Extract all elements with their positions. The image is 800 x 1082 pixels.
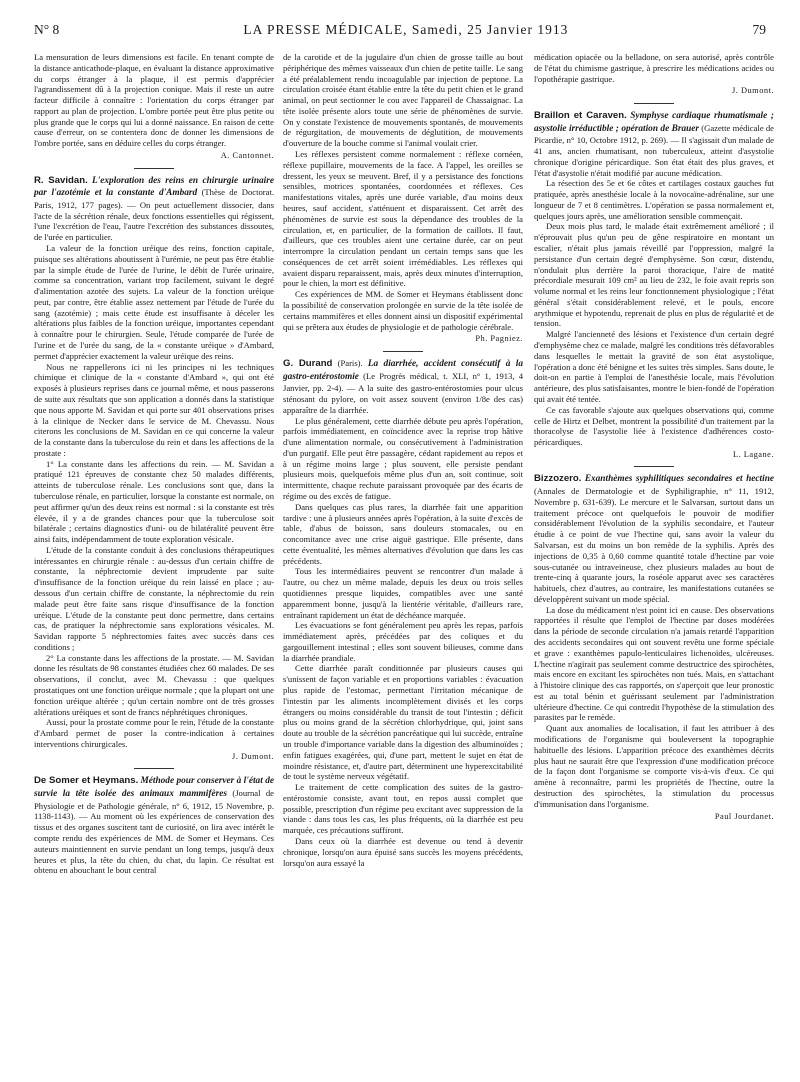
paragraph: 1° La constante dans les affections du rein. — M. Savidan a pratiqué 121 épreuves de constante chez 50 malades différents, atteints de tuberculose rénale. Les conclusions sont que, dans la tuberculose rénale, en particulier, lorsque la constante est normale, on peut affirmer qu'un des deux reins est normal : si la constante est très élevée, il y a de grandes chances pour que la tuberculose soit bilatérale ; certains diagnostics d'uni- ou de bilatéralité peuvent être ainsi faits, indépendamment de toute exploration vésicale. — [34, 458, 274, 545]
paragraph: Cette diarrhée paraît conditionnée par plusieurs causes qui s'unissent de façon variable et en proportions variables : évacuation plus rapide de l'estomac, permettant l'irritation mécanique de l'intestin par les aliments incomplètement divisés et les corps étrangers ou moins considérable du transit de tout l'intestin ; déficit plus ou moins grand de la sécrétion chlorhydrique, qui, joint sans doute au trouble de la sécrétion pancréatique qui lui succède, entraîne un trouble d'importance variable dans la digestion des albuminoïdes ; enfin fatigues exagérées, qui, d'une part, mettent le sujet en état de moindre résistance, et, d'autre part, déterminent une hyperexcitabilité de tout le système nerveux végétatif. — [283, 663, 523, 782]
paragraph: Ces expériences de MM. de Somer et Heymans établissent donc la possibilité de conservation prolongée en survie de la tête isolée de certains mammifères et elles donnent ainsi un dispositif expérimental qui se prêtera aux études de physiologie et de pathologie cérébrale. — [283, 289, 523, 332]
divider — [634, 466, 674, 467]
paragraph: Deux mois plus tard, le malade était extrêmement amélioré ; il n'éprouvait plus qu'un peu de gêne respiratoire en montant un escalier, n'était plus jamais réveillé par l'oppression, malgré la persistance d'un certain degré d'emphysème. Son cœur, distendu, n'ondulait plus derrière la paroi thoracique, l'aire de matité précordiale mesurait 109 cm² au lieu de 232, le foie avait repris son volume normal et les reins leur fonctionnement physiologique ; l'état général s'était considérablement relevé, et le pouls, encore arythmique et hypotendu, reprenait de plus en plus de régularité et de tension. — [534, 221, 774, 329]
signature: J. Dumont. — [232, 751, 274, 761]
article-reference: (Thèse de Doctorat. Paris, 1912, 177 pages). — On peut actuellement dissocier, dans l'acte de la sécrétion rénale, deux fonctions essentielles qui régissent, l'une l'excrétion de l'eau, l'autre l'excrétion des substances dissoutes, de l'urée en particulier. — [34, 187, 274, 243]
divider — [134, 768, 174, 769]
paragraph: Le plus généralement, cette diarrhée débute peu après l'opération, parfois immédiatement, en coïncidence avec la reprise trop hâtive d'une alimentation normale, ou consécutivement à l'administration d'un purgatif. Elle peut être passagère, cédant rapidement au repos et à un régime moins large ; plus souvent, elle persiste pendant plusieurs mois, quelquefois même plus d'un an, soit continue, soit intermittente, chaque rechute paraissant provoquée par des écarts de régime ou des excès de fatigue. — [283, 415, 523, 501]
paragraph: Dans ceux où la diarrhée est devenue ou tend à devenir chronique, lorsqu'on aura épuisé sans succès les moyens précédents, lorsqu'on aura essayé la — [283, 835, 523, 868]
column-1 — [34, 52, 274, 876]
article-author: Bizzozero. — [534, 473, 582, 485]
column-3 — [534, 52, 774, 828]
paragraph: L'étude de la constante conduit à des conclusions thérapeutiques intéressantes en chirurgie rénale : au-dessus d'un certain chiffre de constante, la néphrectomie devient imprudente par suite d'insuffisance de la fonction uréique du rein laissé en place ; au-dessous d'un certain chiffre de constante, la néphrectomie du rein malade peut être faite sans risque d'insuffisance de la fonction uréique. L'étude de la constante peut donc permettre, dans certains cas, de pratiquer la néphrectomie sans explorations vésicales. M. Savidan rapporte 5 néphrectomies faites avec succès dans ces conditions ; — [34, 544, 274, 652]
paragraph: La dose du médicament n'est point ici en cause. Des observations rapportées il résulte que l'emploi de l'hectine par doses modérées dans la période de seconde circulation n'a jamais retardé l'apparition des accidents secondaires qui ont souvent revêtu une forme spéciale et grave : exanthèmes papulo-lenticulaires lichenoïdes, ulcéreuses. L'hectine n'agirait pas seulement comme destructrice des spirochètes, mais encore en excitant les spirochètes non tués. Mais, en s'attachant à l'histoire clinique des cas rapportés, on s'aperçoit que leur pronostic est au total bénin et guérissant seulement par l'administration ultérieure d'hectine. Ce qui contredit l'hypothèse de la stimulation des parasites par le remède. — [534, 604, 774, 723]
paragraph: Aussi, pour la prostate comme pour le rein, l'étude de la constante d'Ambard permet de poser la contre-indication à certaines interventions chirurgicales. — [34, 717, 274, 749]
divider — [634, 103, 674, 104]
paragraph: Tous les intermédiaires peuvent se rencontrer d'un malade à l'autre, ou chez un même malade, depuis les deux ou trois selles quotidiennes presque liquides, compatibles avec une santé apparemment bonne, jusqu'à la lientérie véritable, d'ailleurs rare, entraînant rapidement un état de déchéance marquée. — [283, 566, 523, 620]
article-title: Exanthèmes syphilitiques secondaires et hectine — [584, 474, 775, 485]
article-heading — [283, 358, 523, 416]
article-author: Braillon et Caraven. — [534, 109, 627, 121]
paragraph: Nous ne rappellerons ici ni les principes ni les techniques chimique et clinique de la « constante d'Ambard », qui ont été exposés à plusieurs reprises dans ce journal même, et nous passerons de suite aux résultats que son application a donnés dans la statistique que nous apporte M. Savidan et qui porte sur 401 observations prises à la clinique de Necker dans le service de M. Chevassu. Nous citerons les conclusions de M. Savidan en ce qui concerne la valeur de la constante dans la tuberculose du rein et dans les affections de la prostate : — [34, 361, 274, 458]
paragraph: Les réflexes persistent comme normalement : réflexe cornéen, réflexe pupillaire, mouvements de la face. A l'appel, les oreilles se dressent, les yeux se meuvent. Bref, il y a persistance des fonctions sensibles, motrices spontanées, coordonnées et réflexes. Ces manifestations vitales, après une durée variable, d'au moins deux heures, sauf accident, s'atténuent et disparaissent. Cet arrêt des phénomènes de survie est sous la dépendance des troubles de la circulation, et, en particulier, de la formation de caillots. Il faut, d'ailleurs, que ces troubles aient une certaine durée, car on peut interrompre la circulation pendant un certain temps sans que les conséquences de cet arrêt soient irrémédiables. Les réflexes qui avaient disparu reparaissent, mais, après deux minutes d'interruption, pour le chien, la mort est définitive. — [283, 149, 523, 289]
article-heading — [534, 110, 774, 178]
paragraph: 2° La constante dans les affections de la prostate. — M. Savidan donne les résultats de 98 constantes étudiées chez 60 malades. De ses observations, il conclut, avec M. Chevassu : que quelques prostatiques ont une fonction uréique normale ; que la plupart ont une fonction uréique altérée ; qu'un certain nombre ont de très grosses altérations uréiques et sont de francs néphrétiques chroniques. — [34, 652, 274, 717]
paragraph: Malgré l'ancienneté des lésions et l'existence d'un certain degré d'emphysème chez ce malade, malgré les conditions très défavorables dans lesquelles le mettait la gravité de son état asystolique, l'opération a donc été bénigne et les suites très simples. Sans doute, le doit-on en partie à l'emploi de l'anesthésie locale, mais l'évolution antérieure, des plus satisfaisantes, montre le bien-fondé de l'opération qui avait été tentée. — [534, 329, 774, 404]
page-number: 79 — [752, 22, 766, 37]
signature: A. Cantonnet. — [220, 151, 274, 161]
paragraph: médication opiacée ou la belladone, on sera autorisé, après contrôle de l'état du chimisme gastrique, à prescrire les médications acides ou l'opothérapie gastrique. — [534, 52, 774, 84]
article-heading — [534, 473, 774, 604]
article-title: Symphyse cardiaque rhumatismale ; asystolie irréductible ; opération de Brauer — [534, 110, 774, 134]
signature: Ph. Pagniez. — [475, 334, 523, 344]
article-author: De Somer et Heymans. — [34, 775, 139, 787]
paragraph: La mensuration de leurs dimensions est facile. En tenant compte de la distance anticathode-plaque, en évaluant la distance approximative du corps étranger à la plaque, il est permis d'apprécier l'agrandissement dû à la projection conique. Mais il reste un autre facteur difficile à connaître : l'orientation du corps étranger par rapport au plan de projection. L'ombre portée peut être plus petite ou plus grande que le corps qui lui a donné naissance. En raison de cette cause d'erreur, on se contentera donc de donner les dimensions de l'ombre portée, sans en déduire celles du corps étranger. — [34, 52, 274, 149]
issue-number: N° 8 — [34, 22, 60, 37]
paragraph: La valeur de la fonction uréique des reins, fonction capitale, puisque ses altérations aboutissent à l'urémie, ne peut pas être établie par la simple étude de l'urée de l'urine, le débit de l'urée urinaire, comme sa concentration, variant trop facilement, suivant le degré d'alimentation azotée des sujets. La valeur de la fonction uréique peut, par contre, être établie assez nettement par l'étude de l'urée du sang (azotémie) ; mais cette étude est insuffisante à déceler les altérations plus faibles de la fonction uréique, importantes cependant à connaître pour le chirurgien. Seule, l'étude comparée de l'urée de l'urine et de l'urée du sang, de la « constante uréique » d'Ambard, permet d'apprécier exactement la valeur uréique des reins. — [34, 243, 274, 361]
signature: Paul Jourdanet. — [714, 811, 774, 821]
article-author: G. Durand — [283, 357, 333, 369]
paragraph: de la carotide et de la jugulaire d'un chien de grosse taille au bout périphérique des mêmes vaisseaux d'un chien de petite taille. Le sang a été préalablement rendu incoagulable par injection de peptone. La circulation croisée étant établie entre la tête du petit chien et le grand animal, on peut sectionner le cou avec l'appareil de Chassaignac. La tête isolée présente alors toute une série de phénomènes de survie. On y constate l'existence de mouvements spontanés, de mouvements de régurgitation, de mouvements de déglutition, de mouvements d'ouverture de la bouche comme si l'animal voulait crier. — [283, 52, 523, 149]
article-title: Méthode pour conserver à l'état de survie la tête isolée des animaux mammifères — [34, 776, 274, 799]
signature: J. Dumont. — [732, 86, 774, 96]
article-title: La diarrhée, accident consécutif à la gastro-entérostomie — [283, 358, 523, 382]
article-reference: (Journal de Physiologie et de Pathologie générale, n° 6, 1912, 15 Novembre, p. 1138-1143). — Au moment où les expériences de conservation des tissus et des organes suscitent tant de curiosité, on lira avec intérêt le compte rendu des expériences de MM. de Somer et Heymans. Ces auteurs maintiennent en survie pendant un long temps, jusqu'à deux heures et plus, la tête du chien, du chat, du lapin. Ce résultat est obtenu en abouchant le bout central — [34, 787, 275, 876]
column-2 — [283, 52, 523, 868]
article-title: L'exploration des reins en chirurgie urinaire par l'azotémie et la constante d'Ambard — [34, 175, 274, 199]
divider — [134, 168, 174, 169]
article-author: R. Savidan. — [34, 174, 88, 186]
paragraph: Les évacuations se font généralement peu après les repas, parfois immédiatement après, précédées par des coliques et du gargouillement intestinal ; elles sont souvent bilieuses, comme dans la diarrhée prandiale. — [283, 620, 523, 663]
journal-title: LA PRESSE MÉDICALE, Samedi, 25 Janvier 1913 — [243, 22, 569, 37]
divider — [383, 351, 423, 352]
article-reference: (Le Progrès médical, t. XLI, n° 1, 1913, 4 Janvier, pp. 2-4). — A la suite des gastro-entérostomies pour ulcus sténosant du pylore, on voit assez souvent (environ 1/8e des cas) apparaître de la diarrhée. — [283, 370, 524, 415]
article-reference: (Annales de Dermatologie et de Syphiligraphie, n° 11, 1912, Novembre p. 631-639). Le mercure et le Salvarsan, surtout dans un traitement précoce ont quelquefois le pouvoir de modifier considérablement l'évolution de la syphilis secondaire, et l'auteur étudie à ce point de vue l'hectine qui, sans avoir la valeur du Salvarsan, est du moins un bon remède de la syphilis. Après des injections de 0,35 à 0,60 comme quantité totale d'hectine par voie sous-cutanée ou intraveineuse, chez plusieurs malades au bout de trente-cinq à quarante jours, la roséole apparut avec ses caractères habituels, chez d'autres, au contraire, les manifestations cutanées se développèrent suivant un mode spécial. — [534, 486, 774, 604]
article-author-city: (Paris). — [337, 357, 363, 368]
paragraph: La résection des 5e et 6e côtes et cartilages costaux gauches fut pratiquée, après anesthésie locale à la novocaïne-adrénaline, sur une longueur de 7 et 8 centimètres. L'opération se passa normalement et, quelques jours après, une amélioration sensible commençait. — [534, 178, 774, 221]
paragraph: Quant aux anomalies de localisation, il faut les attribuer à des modifications de l'organisme qui bouleversent la topographie habituelle des lésions. L'apparition précoce des exanthèmes décrits plus haut ne saurait être que l'expression d'une modification précoce de la façon dont l'organisme se comporte vis-à-vis d'eux. Ce qui amène à reconnaître, parmi les propriétés de l'hectine, outre la destruction des spirochètes, la stimulation du processus d'immunisation dans l'organisme. — [534, 723, 774, 809]
signature: L. Lagane. — [732, 449, 774, 459]
article-heading — [34, 175, 274, 243]
article-heading — [34, 775, 274, 876]
paragraph: Dans quelques cas plus rares, la diarrhée fait une apparition tardive : une à plusieurs années après l'opération, à la suite d'excès de table, d'abus de boisson, sans douleurs stomacales, ou en concomitance avec une crise aiguë gastrique. Elle présente, dans cette éventualité, les mêmes alternatives d'évolution que dans les cas précédents. — [283, 501, 523, 566]
article-reference: (Gazette médicale de Picardie, n° 10, Octobre 1912, p. 269). — Il s'agissait d'un malade de 41 ans, ancien rhumatisant, non tuberculeux, atteint d'asystolie chronique d'origine péricardique. Son état était des plus graves, et l'état d'asystolie n'était modifié par aucune médication. — [534, 122, 774, 178]
paragraph: Le traitement de cette complication des suites de la gastro-entérostomie consiste, avant tout, en repos aussi complet que possible, prescription d'un régime peu excitant avec suppression de la viande : dans tous les cas, les plus fréquents, où la diarrhée est peu marquée, ces précautions suffiront. — [283, 782, 523, 836]
running-header — [34, 22, 766, 42]
paragraph: Ce cas favorable s'ajoute aux quelques observations qui, comme celle de Hirtz et Delbet, montrent la possibilité d'un traitement par la thoracolyse de l'asystolie liée à l'existence d'adhérences costo-péricardiques. — [534, 404, 774, 448]
